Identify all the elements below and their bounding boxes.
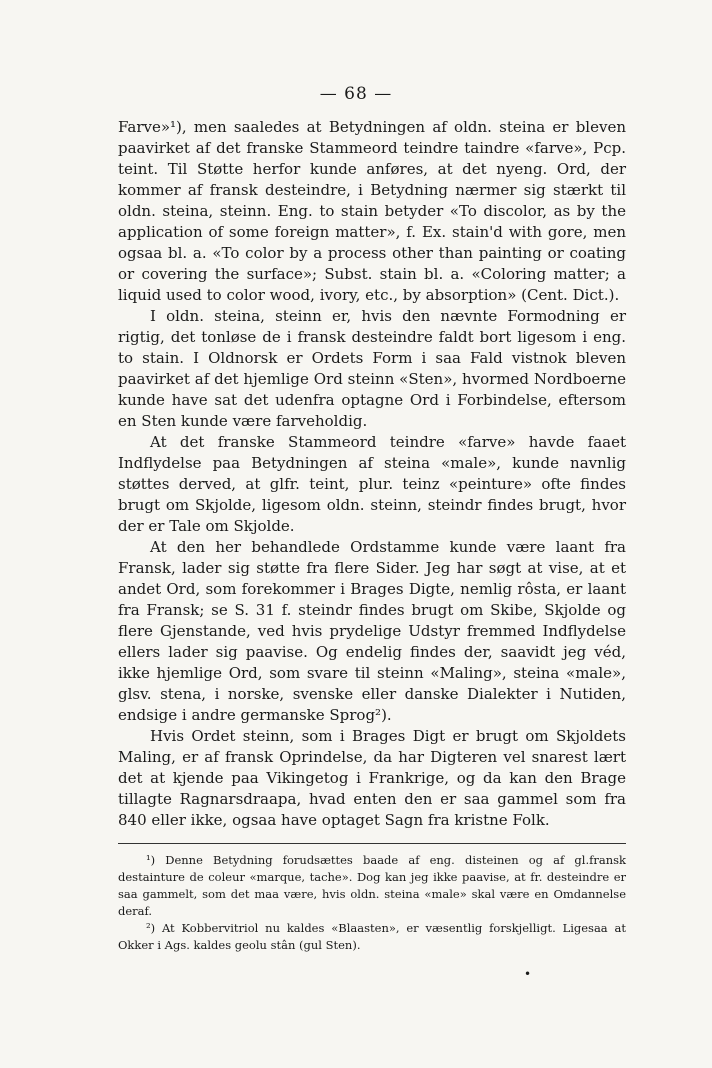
footnote-2: ²) At Kobbervitriol nu kaldes «Blaasten», er væsentlig forskjelligt. Ligesaa at Okker i Ags. kaldes geolu stân (gul Sten).: [118, 921, 626, 952]
paragraph-2: I oldn. steina, steinn er, hvis den nævnte Formodning er rigtig, det tonløse de i fransk desteindre faldt bort ligesom i eng. to stain. I Oldnorsk er Ordets Form i saa Fald vistnok bleven paavirket af det hjemlige Ord steinn «Sten», hvormed Nordboerne kunde have sat det udenfra optagne Ord i Forbindelse, eftersom en Sten kunde være farveholdig.: [118, 307, 626, 430]
footnote-1: ¹) Denne Betydning forudsættes baade af eng. disteinen og af gl.fransk destainture de coleur «marque, tache». Dog kan jeg ikke paavise, at fr. desteindre er saa gammelt, som det maa være, hvis oldn. steina «male» skal være en Omdannelse deraf.: [118, 853, 626, 918]
margin-mark: •: [524, 967, 532, 981]
footnote-divider: [118, 843, 626, 844]
paragraph-5: Hvis Ordet steinn, som i Brages Digt er brugt om Skjoldets Maling, er af fransk Oprindelse, da har Digteren vel snarest lært det at kjende paa Vikingetog i Frankrige, og da kan den Brage tillagte Ragnarsdraapa, hvad enten den er saa gammel som fra 840 eller ikke, ogsaa have optaget Sagn fra kristne Folk.: [118, 727, 626, 829]
main-text: [118, 117, 626, 831]
paragraph-3: At det franske Stammeord teindre «farve» havde faaet Indflydelse paa Betydningen af steina «male», kunde navnlig støttes derved, at glfr. teint, plur. teinz «peinture» ofte findes brugt om Skjolde, ligesom oldn. steinn, steindr findes brugt, hvor der er Tale om Skjolde.: [118, 433, 626, 535]
paragraph-1: Farve»¹), men saaledes at Betydningen af oldn. steina er bleven paavirket af det franske Stammeord teindre taindre «farve», Pcp. teint. Til Støtte herfor kunde anføres, at det nyeng. Ord, der kommer af fransk desteindre, i Betydning nærmer sig stærkt til oldn. steina, steinn. Eng. to stain betyder «To discolor, as by the application of some foreign matter», f. Ex. stain'd with gore, men ogsaa bl. a. «To color by a process other than painting or coating or covering the surface»; Subst. stain bl. a. «Coloring matter; a liquid used to color wood, ivory, etc., by absorption» (Cent. Dict.).: [118, 118, 626, 304]
page-number: — 68 —: [319, 84, 393, 104]
paragraph-4: At den her behandlede Ordstamme kunde være laant fra Fransk, lader sig støtte fra flere Sider. Jeg har søgt at vise, at et andet Ord, som forekommer i Brages Digte, nemlig rôsta, er laant fra Fransk; se S. 31 f. steindr findes brugt om Skibe, Skjolde og flere Gjenstande, ved hvis prydelige Udstyr fremmed Indflydelse ellers lader sig paavise. Og endelig findes der, saavidt jeg véd, ikke hjemlige Ord, som svare til steinn «Maling», steina «male», glsv. stena, i norske, svenske eller danske Dialekter i Nutiden, endsige i andre germanske Sprog²).: [118, 538, 626, 724]
footnotes: [118, 852, 626, 954]
